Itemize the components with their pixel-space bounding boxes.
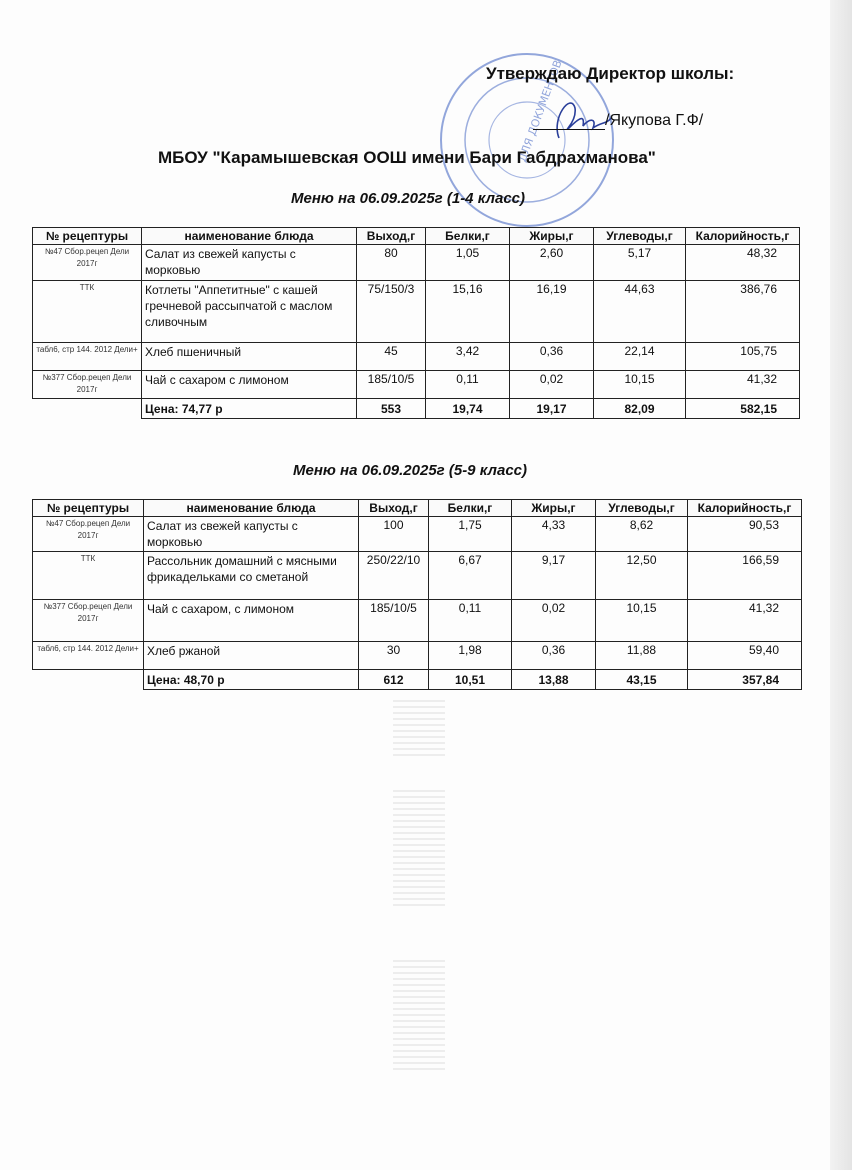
calories: 59,40 xyxy=(688,642,802,670)
calories: 166,59 xyxy=(688,552,802,600)
col-carbs: Углеводы,г xyxy=(596,500,688,517)
recipe-code: ТТК xyxy=(33,552,144,600)
output: 250/22/10 xyxy=(359,552,429,600)
fat: 2,60 xyxy=(510,245,594,281)
fat: 16,19 xyxy=(510,281,594,343)
dish-name: Чай с сахаром, с лимоном xyxy=(144,600,359,642)
protein: 0,11 xyxy=(426,371,510,399)
recipe-code: табл6, стр 144. 2012 Дели+ xyxy=(33,343,142,371)
scan-artifact xyxy=(393,960,445,1070)
protein: 1,98 xyxy=(429,642,512,670)
total-fat: 19,17 xyxy=(510,399,594,419)
col-recipe: № рецептуры xyxy=(33,500,144,517)
menu1-table xyxy=(32,227,800,419)
protein: 3,42 xyxy=(426,343,510,371)
total-row xyxy=(33,670,802,690)
empty-cell xyxy=(33,399,142,419)
fat: 0,36 xyxy=(512,642,596,670)
total-fat: 13,88 xyxy=(512,670,596,690)
calories: 386,76 xyxy=(686,281,800,343)
approval-line: Утверждаю Директор школы: xyxy=(486,64,735,83)
dish-name: Чай с сахаром с лимоном xyxy=(142,371,357,399)
table-row xyxy=(33,552,802,600)
table-row xyxy=(33,642,802,670)
scan-artifact xyxy=(393,790,445,910)
scan-edge xyxy=(830,0,852,1170)
signature-blank xyxy=(533,111,605,130)
calories: 105,75 xyxy=(686,343,800,371)
col-output: Выход,г xyxy=(359,500,429,517)
dish-name: Салат из свежей капусты с морковью xyxy=(144,517,359,552)
table-row xyxy=(33,371,800,399)
col-dish: наименование блюда xyxy=(142,228,357,245)
carbs: 44,63 xyxy=(594,281,686,343)
protein: 1,75 xyxy=(429,517,512,552)
price: Цена: 48,70 р xyxy=(144,670,359,690)
total-row xyxy=(33,399,800,419)
carbs: 10,15 xyxy=(594,371,686,399)
output: 185/10/5 xyxy=(357,371,426,399)
col-recipe: № рецептуры xyxy=(33,228,142,245)
signature-name: /Якупова Г.Ф/ xyxy=(605,112,704,129)
empty-cell xyxy=(33,670,144,690)
menu2-table xyxy=(32,499,802,690)
menu1-title: Меню на 06.09.2025г (1-4 класс) xyxy=(291,190,526,207)
total-calories: 582,15 xyxy=(686,399,800,419)
menu1-header-row xyxy=(33,228,800,245)
carbs: 12,50 xyxy=(596,552,688,600)
output: 80 xyxy=(357,245,426,281)
calories: 90,53 xyxy=(688,517,802,552)
table-row xyxy=(33,281,800,343)
fat: 4,33 xyxy=(512,517,596,552)
output: 75/150/3 xyxy=(357,281,426,343)
col-calories: Калорийность,г xyxy=(688,500,802,517)
fat: 9,17 xyxy=(512,552,596,600)
total-carbs: 43,15 xyxy=(596,670,688,690)
recipe-code: ТТК xyxy=(33,281,142,343)
carbs: 8,62 xyxy=(596,517,688,552)
output: 45 xyxy=(357,343,426,371)
calories: 41,32 xyxy=(686,371,800,399)
protein: 1,05 xyxy=(426,245,510,281)
total-carbs: 82,09 xyxy=(594,399,686,419)
protein: 0,11 xyxy=(429,600,512,642)
school-name: МБОУ "Карамышевская ООШ имени Бари Габдрахманова" xyxy=(158,148,656,167)
recipe-code: табл6, стр 144. 2012 Дели+ xyxy=(33,642,144,670)
total-output: 553 xyxy=(357,399,426,419)
recipe-code: №47 Сбор.рецеп Дели 2017г xyxy=(33,245,142,281)
fat: 0,36 xyxy=(510,343,594,371)
scan-artifact xyxy=(393,700,445,760)
table-row xyxy=(33,517,802,552)
col-protein: Белки,г xyxy=(429,500,512,517)
dish-name: Хлеб ржаной xyxy=(144,642,359,670)
table-row xyxy=(33,343,800,371)
dish-name: Салат из свежей капусты с морковью xyxy=(142,245,357,281)
recipe-code: №377 Сбор.рецеп Дели 2017г xyxy=(33,600,144,642)
protein: 6,67 xyxy=(429,552,512,600)
dish-name: Хлеб пшеничный xyxy=(142,343,357,371)
table-row xyxy=(33,245,800,281)
total-protein: 10,51 xyxy=(429,670,512,690)
total-protein: 19,74 xyxy=(426,399,510,419)
output: 185/10/5 xyxy=(359,600,429,642)
price: Цена: 74,77 р xyxy=(142,399,357,419)
carbs: 22,14 xyxy=(594,343,686,371)
col-protein: Белки,г xyxy=(426,228,510,245)
col-fat: Жиры,г xyxy=(512,500,596,517)
fat: 0,02 xyxy=(512,600,596,642)
menu2-title: Меню на 06.09.2025г (5-9 класс) xyxy=(293,462,528,479)
output: 100 xyxy=(359,517,429,552)
carbs: 5,17 xyxy=(594,245,686,281)
total-calories: 357,84 xyxy=(688,670,802,690)
carbs: 11,88 xyxy=(596,642,688,670)
recipe-code: №47 Сбор.рецеп Дели 2017г xyxy=(33,517,144,552)
col-carbs: Углеводы,г xyxy=(594,228,686,245)
fat: 0,02 xyxy=(510,371,594,399)
svg-text:ДЛЯ ДОКУМЕНТОВ: ДЛЯ ДОКУМЕНТОВ xyxy=(515,58,565,164)
col-calories: Калорийность,г xyxy=(686,228,800,245)
menu2-header-row xyxy=(33,500,802,517)
dish-name: Котлеты "Аппетитные" с кашей гречневой рассыпчатой с маслом сливочным xyxy=(142,281,357,343)
total-output: 612 xyxy=(359,670,429,690)
carbs: 10,15 xyxy=(596,600,688,642)
col-output: Выход,г xyxy=(357,228,426,245)
output: 30 xyxy=(359,642,429,670)
dish-name: Рассольник домашний с мясными фрикадельками со сметаной xyxy=(144,552,359,600)
signature-line xyxy=(533,111,703,130)
col-dish: наименование блюда xyxy=(144,500,359,517)
protein: 15,16 xyxy=(426,281,510,343)
calories: 41,32 xyxy=(688,600,802,642)
calories: 48,32 xyxy=(686,245,800,281)
table-row xyxy=(33,600,802,642)
col-fat: Жиры,г xyxy=(510,228,594,245)
recipe-code: №377 Сбор.рецеп Дели 2017г xyxy=(33,371,142,399)
